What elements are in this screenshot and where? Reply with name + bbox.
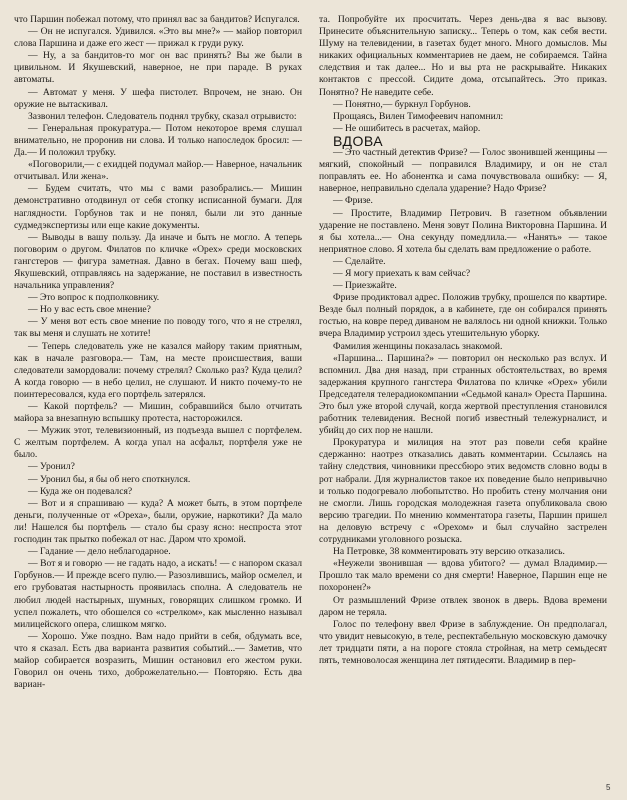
paragraph: — Приезжайте. [333,280,397,292]
page-number: 5 [606,783,611,792]
paragraph: — Мужик этот, телевизионный, из подъезда вышел с портфелем. С желтым портфелем. А когда упал на асфальт, портфеля уже не было. [14,425,302,461]
paragraph: что Паршин побежал потому, что принял вас за бандитов? Испугался. [14,14,300,25]
paragraph: — Куда же он подевался? [28,485,133,497]
paragraph: — Фризе. [333,195,373,207]
paragraph: «Поговорили,— с ехидцей подумал майор.— Наверное, начальник отчитывал. Или жена». [14,159,302,183]
paragraph: — Уронил бы, я бы об него споткнулся. [28,473,191,485]
paragraph: — Сделайте. [333,255,386,267]
right-column [319,14,607,667]
paragraph: — Он не испугался. Удивился. «Это вы мне?» — майор повторил слова Паршина и даже его жест — прижал к груди руку. [14,26,302,50]
paragraph: — Ну, а за бандитов-то мог он вас принять? Вы же были в цивильном. И Якушевский, наверное, не при параде. В руках автоматы. [14,50,302,86]
paragraph: — Простите, Владимир Петрович. В газетном объявлении ударение не поставлено. Меня зовут Полина Викторовна Паршина. И я бы хотела...— Она секунду помедлила.— «Нанять» — такое неприятное слово. Я хотела бы сделать вам предложение о работе. [319,207,607,255]
paragraph: — У меня вот есть свое мнение по поводу того, что я не стрелял, так вы меня и слушать не хотите! [14,316,302,340]
paragraph: та. Попробуйте их просчитать. Через день-два я вас вызову. Принесите объяснительную записку... Теперь о том, как себя вести. Шуму на телевидении, в газетах будет много. Много домыслов. Мы никаких официальных комментариев не даем, не собираемся. Тайна следствия и так далее... Но и вы рта не раскрывайте. Никаких контактов с прессой. Сидите дома, отсыпайтесь. Это приказ. Понятно? Не наведите себе. [319,14,607,98]
paragraph: «Неужели звонившая — вдова убитого? — думал Владимир.— Прошло так мало времени со дня смерти! Наверное, Паршин еще не похоронен?» [319,558,607,594]
section-heading: ВДОВА [333,132,384,149]
left-column [14,14,302,691]
paragraph: — Я могу приехать к вам сейчас? [333,267,471,279]
paragraph: — Гадание — дело неблагодарное. [28,546,171,558]
paragraph: — Не ошибитесь в расчетах, майор. [333,122,481,134]
paragraph: — Это частный детектив Фризе? — Голос звонившей женщины — мягкий, спокойный — поправился Владимиру, и он не стал поправлять ее. Но абонентка и сама почувствовала ошибку: — Я, наверное, неправильно сделала ударение? Надо Фризе? [319,147,607,195]
paragraph: — Уронил? [28,461,75,473]
paragraph: — Понятно,— буркнул Горбунов. [333,98,471,110]
paragraph: — Генеральная прокуратура.— Потом некоторое время слушал внимательно, не проронив ни слова. И только напоследок бросил: — Да.— И положил трубку. [14,122,302,159]
paragraph: «Паршина... Паршина?» — повторил он несколько раз вслух. И вспомнил. Два дня назад, при странных обстоятельствах, во время задержания крупного гангстера Филатова по кличке «Орех» убили Председателя телерадиокомпании «Седьмой канал» Ореста Паршина. Это был уже второй случай, когда жертвой преступления становился работник телевидения. Весной погиб известный тележурналист, и убийц до сих пор не нашли. [319,352,607,437]
paragraph: — Хорошо. Уже поздно. Вам надо прийти в себя, обдумать все, что я сказал. Есть два варианта развития событий...— Заметив, что майор собирается возразить, Мишин остановил его жестом руки. Говорил он очень тихо, доброжелательно.— Повторяю. Есть два вариан- [14,630,302,691]
paragraph: — Выводы в вашу пользу. Да иначе и быть не могло. А теперь поговорим о другом. Филатов по кличке «Орех» среди московских гангстеров — фигура заметная. Давно в бегах. Почему ваш шеф, Якушевский, отправляясь на задержание, не поставил в известность начальника управления? [14,231,302,292]
paragraph: — Но у вас есть свое мнение? [28,304,151,316]
paragraph: Фамилия женщины показалась знакомой. [333,340,503,352]
paragraph: Зазвонил телефон. Следователь поднял трубку, сказал отрывисто: [28,110,297,122]
paragraph: Прощаясь, Вилен Тимофеевич напомнил: [333,110,504,122]
paragraph: — Какой портфель? — Мишин, собравшийся было отчитать майора за внезапную вспышку протеста, насторожился. [14,401,302,425]
paragraph: Голос по телефону ввел Фризе в заблуждение. Он предполагал, что увидит невысокую, в теле, респектабельную московскую дамочку лет тридцати пяти, а на пороге стояла стройная, на метр семьдесят пять, темноволосая женщина лет пятидесяти. Владимир в пер- [319,618,607,666]
paragraph: — Вот я и говорю — не гадать надо, а искать! — с напором сказал Горбунов.— И прежде всего пулю.— Разозлившись, майор осмелел, и его грубоватая настырность проявилась сполна. А следователь не любил людей настырных, шумных, говорящих слишком громко. И успел пожалеть, что обошелся со «стрелком», как мысленно называл милицейского опера, слишком мягко. [14,558,302,630]
paragraph: — Вот и я спрашиваю — куда? А может быть, в этом портфеле деньги, полученные от «Ореха», были, оружие, наркотики? Да мало ли! Нашелся бы портфель — стало бы сразу ясно: неспроста этот господин так прытко побежал от нас. Даром что хромой. [14,497,302,546]
paragraph: На Петровке, 38 комментировать эту версию отказались. [333,546,565,558]
paragraph: Фризе продиктовал адрес. Положив трубку, прошелся по квартире. Везде был полный порядок, а в кабинете, где он собирался принять гостью, на ковре перед диваном не валялось ни одной книжки. Только вчера Владимир устроил здесь утешительную уборку. [319,292,607,340]
paragraph: — Теперь следователь уже не казался майору таким приятным, как в начале разговора.— Там, на месте происшествия, ваши следователи замордовали: почему стрелял? Сколько раз? Куда целил? А когда говорю — в небо целил, не слушают. И никто почему-то не поинтересовался, куда его портфель затерялся. [14,340,302,400]
paragraph: — Это вопрос к подполковнику. [28,292,160,304]
paragraph: От размышлений Фризе отвлек звонок в дверь. Вдова времени даром не теряла. [319,594,607,618]
paragraph: — Автомат у меня. У шефа пистолет. Впрочем, не знаю. Он оружие не вытаскивал. [14,86,302,110]
paragraph: — Будем считать, что мы с вами разобрались.— Мишин демонстративно отодвинул от себя стопку исписанной бумаги. Для наглядности. Горбунов так и не понял, были ли это данные судмедэкспертизы или еще какие документы. [14,183,302,231]
paragraph: Прокуратура и милиция на этот раз повели себя крайне сдержанно: наотрез отказались давать комментарии. Ссылаясь на тайну следствия, чиновники прессбюро этих ведомств словно воды в рот набрали. Для журналистов такое их поведение было непривычно и только подогревало любопытство. Но пробить стену молчания они не смогли. Лишь городская молодежная газета опубликовала свою версию трагедии. По мнению комментатора газеты, Паршин пришел на деловую встречу с «Орехом» и был случайно застрелен сотрудниками уголовного розыска. [319,437,607,546]
